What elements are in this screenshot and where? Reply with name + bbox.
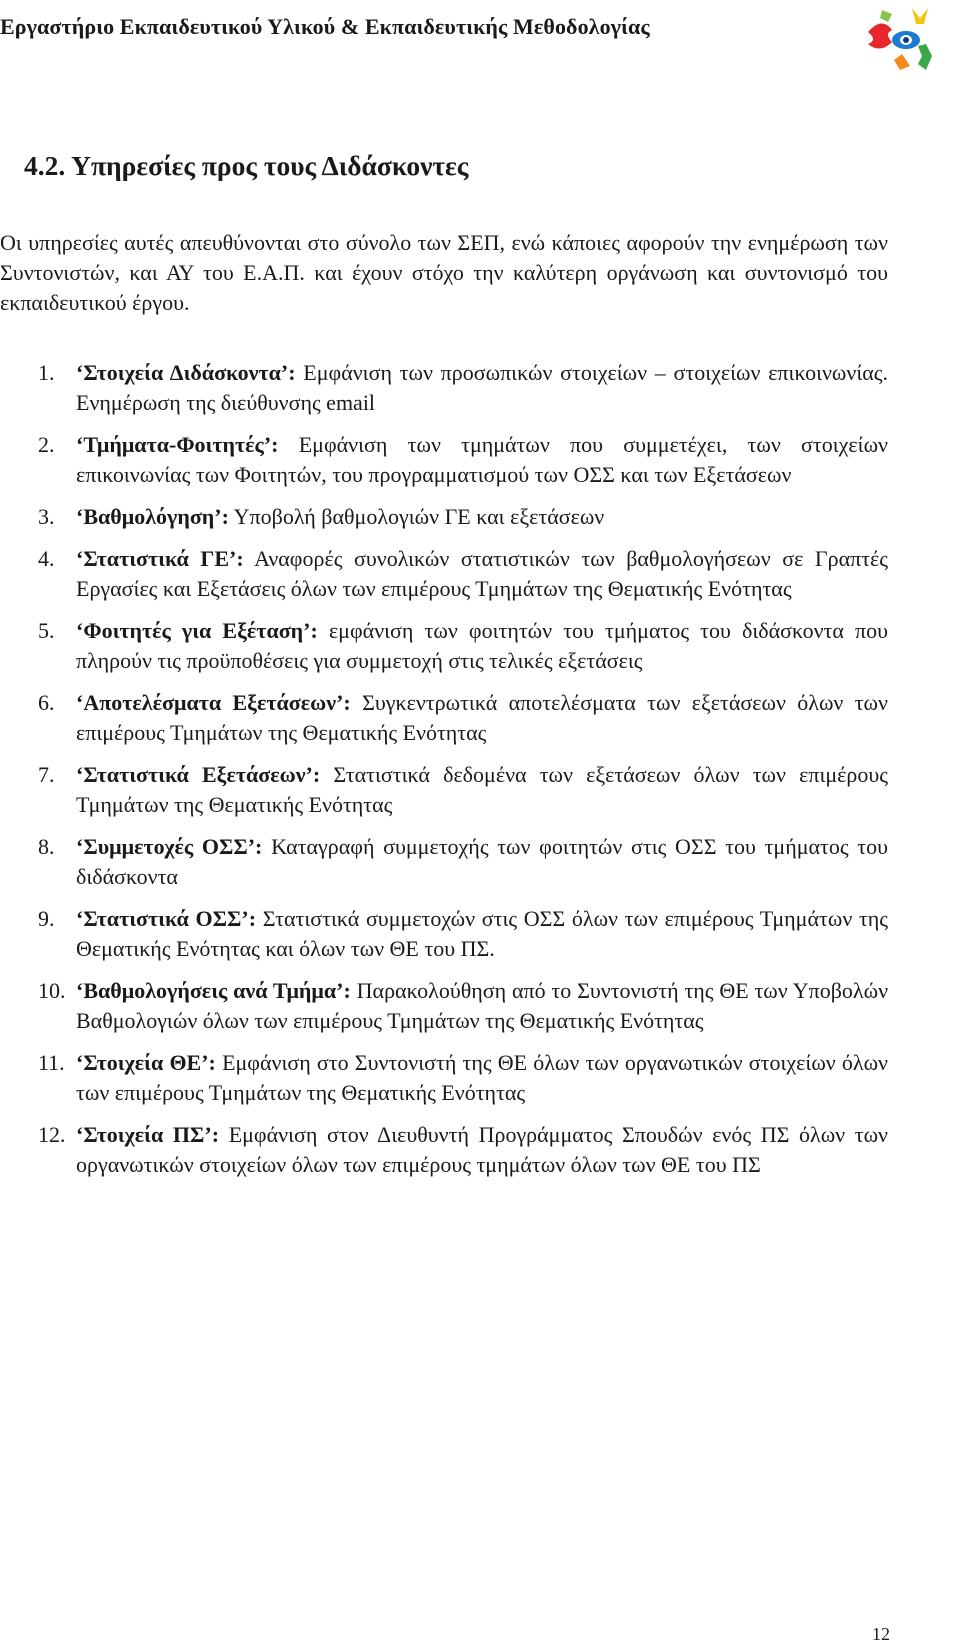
item-description: Παρακολούθηση από το Συντονιστή της ΘΕ των Υποβολών Βαθμολογιών όλων των επιμέρους Τμημάτων της Θεματικής Ενότητας	[76, 978, 889, 1033]
item-description: Εμφάνιση στον Διευθυντή Προγράμματος Σπουδών ενός ΠΣ όλων των οργανωτικών στοιχείων όλων των επιμέρους τμημάτων όλων των ΘΕ του ΠΣ	[76, 1122, 889, 1177]
item-term: ‘Στατιστικά ΟΣΣ’:	[76, 906, 257, 931]
list-item	[0, 760, 888, 820]
list-item	[0, 688, 888, 748]
list-item	[0, 1120, 888, 1180]
item-term: ‘Φοιτητές για Εξέταση’:	[76, 618, 318, 643]
header-title: Εργαστήριο Εκπαιδευτικού Υλικού & Εκπαιδευτικής Μεθοδολογίας	[0, 14, 650, 39]
item-number: 7.	[38, 762, 55, 787]
item-term: ‘Στατιστικά ΓΕ’:	[76, 546, 244, 571]
item-number: 4.	[38, 546, 55, 571]
section-heading: 4.2. Υπηρεσίες προς τους Διδάσκοντες	[24, 150, 469, 181]
3em-logo-icon	[862, 4, 940, 76]
item-description: Συγκεντρωτικά αποτελέσματα των εξετάσεων όλων των επιμέρους Τμημάτων της Θεματικής Ενότητας	[76, 690, 888, 745]
list-item	[0, 430, 888, 490]
item-description: Αναφορές συνολικών στατιστικών των βαθμολογήσεων σε Γραπτές Εργασίες και Εξετάσεις όλων των επιμέρους Τμημάτων της Θεματικής Ενότητας	[76, 546, 889, 601]
item-description: Στατιστικά δεδομένα των εξετάσεων όλων των επιμέρους Τμημάτων της Θεματικής Ενότητας	[76, 762, 888, 817]
page-number: 12	[872, 1624, 890, 1644]
list-item	[0, 544, 888, 604]
list-item	[0, 1048, 888, 1108]
item-number: 10.	[38, 978, 66, 1003]
item-term: ‘Συμμετοχές ΟΣΣ’:	[76, 834, 263, 859]
list-item	[0, 502, 888, 532]
item-description: Καταγραφή συμμετοχής των φοιτητών στις ΟΣΣ του τμήματος του διδάσκοντα	[76, 834, 889, 889]
services-list	[0, 358, 888, 1192]
item-term: ‘Στατιστικά Εξετάσεων’:	[76, 762, 321, 787]
list-item	[0, 616, 888, 676]
item-number: 9.	[38, 906, 55, 931]
item-description: Εμφάνιση στο Συντονιστή της ΘΕ όλων των οργανωτικών στοιχείων όλων των επιμέρους Τμημάτων της Θεματικής Ενότητας	[76, 1050, 889, 1105]
item-number: 6.	[38, 690, 55, 715]
item-term: ‘Τμήματα-Φοιτητές’:	[76, 432, 279, 457]
item-term: ‘Αποτελέσματα Εξετάσεων’:	[76, 690, 351, 715]
item-description: Υποβολή βαθμολογιών ΓΕ και εξετάσεων	[233, 504, 605, 529]
item-term: ‘Στοιχεία ΘΕ’:	[76, 1050, 216, 1075]
item-term: ‘Βαθμολογήσεις ανά Τμήμα’:	[76, 978, 351, 1003]
intro-paragraph: Οι υπηρεσίες αυτές απευθύνονται στο σύνολο των ΣΕΠ, ενώ κάποιες αφορούν την ενημέρωση των Συντονιστών, και ΑΥ του Ε.Α.Π. και έχουν στόχο την καλύτερη οργάνωση και συντονισμό του εκπαιδευτικού έργου.	[0, 230, 888, 315]
item-term: ‘Στοιχεία ΠΣ’:	[76, 1122, 220, 1147]
item-term: ‘Στοιχεία Διδάσκοντα’:	[76, 360, 296, 385]
item-term: ‘Βαθμολόγηση’:	[76, 504, 229, 529]
item-number: 3.	[38, 504, 55, 529]
item-number: 11.	[38, 1050, 65, 1075]
list-item	[0, 832, 888, 892]
item-description: Εμφάνιση των προσωπικών στοιχείων – στοιχείων επικοινωνίας. Ενημέρωση της διεύθυνσης email	[76, 360, 889, 415]
list-item	[0, 976, 888, 1036]
list-item	[0, 358, 888, 418]
item-number: 2.	[38, 432, 55, 457]
item-number: 1.	[38, 360, 55, 385]
item-description: εμφάνιση των φοιτητών του τμήματος του διδάσκοντα που πληρούν τις προϋποθέσεις για συμμετοχή στις τελικές εξετάσεις	[76, 618, 889, 673]
list-item	[0, 904, 888, 964]
item-number: 5.	[38, 618, 55, 643]
item-number: 8.	[38, 834, 55, 859]
item-description: Εμφάνιση των τμημάτων που συμμετέχει, των στοιχείων επικοινωνίας των Φοιτητών, του προγραμματισμού των ΟΣΣ και των Εξετάσεων	[76, 432, 888, 487]
item-number: 12.	[38, 1122, 66, 1147]
item-description: Στατιστικά συμμετοχών στις ΟΣΣ όλων των επιμέρους Τμημάτων της Θεματικής Ενότητας και όλων των ΘΕ του ΠΣ.	[76, 906, 888, 961]
